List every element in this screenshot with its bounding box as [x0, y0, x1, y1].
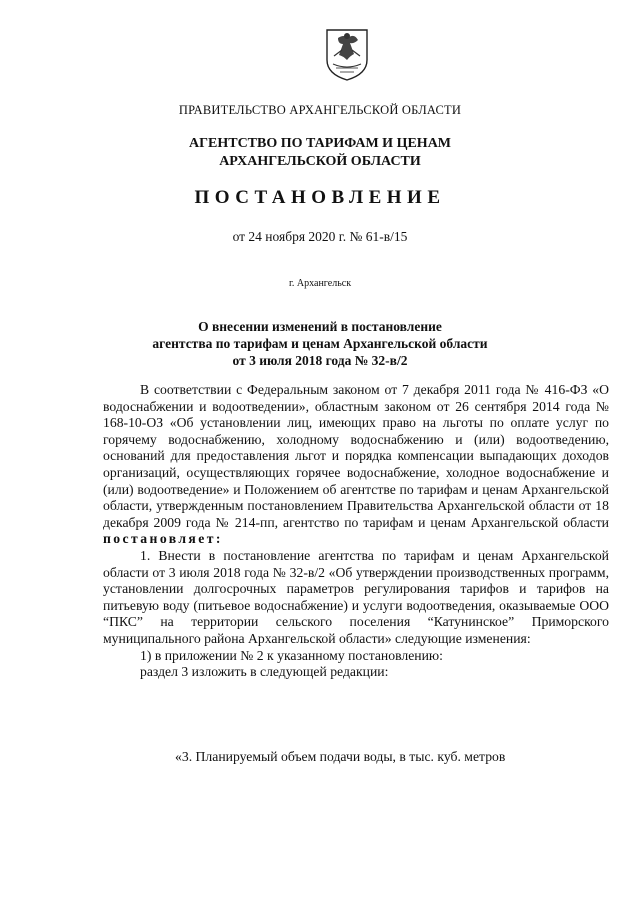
- subject-line1: О внесении изменений в постановление: [198, 319, 442, 334]
- subject-line2: агентства по тарифам и ценам Архангельской области: [152, 336, 488, 351]
- item-1-subitem-1: 1) в приложении № 2 к указанному постановлению:: [140, 647, 443, 663]
- agency-name-line2: АРХАНГЕЛЬСКОЙ ОБЛАСТИ: [219, 154, 421, 169]
- preamble-text: В соответствии с Федеральным законом от 7 декабря 2011 года № 416-ФЗ «О водоснабжении и водоотведении», областным законом от 26 сентября 2014 года № 168-10-ОЗ «Об установлении лиц, имеющих право на льготы по оплате услуг по горячему водоснабжению, холодному водоснабжению и (или) водоотведению, оснований для предоставления льгот и порядка компенсации выпадающих доходов организаций, осуществляющих горячее водоснабжение, холодное водоснабжение и (или) водоотведение» и Положением об агентстве по тарифам и ценам Архангельской области, утвержденным постановлением Правительства Архангельской области от 18 декабря 2009 года № 214-пп, агентство по тарифам и ценам Архангельской области: [103, 382, 609, 530]
- document-type-title: ПОСТАНОВЛЕНИЕ: [194, 187, 446, 208]
- preamble-paragraph: [103, 382, 609, 548]
- agency-name-line1: АГЕНТСТВО ПО ТАРИФАМ И ЦЕНАМ: [188, 136, 452, 151]
- section-3-title: «3. Планируемый объем подачи воды, в тыс. куб. метров: [175, 749, 506, 764]
- government-name: ПРАВИТЕЛЬСТВО АРХАНГЕЛЬСКОЙ ОБЛАСТИ: [178, 103, 462, 117]
- subject-line3: от 3 июля 2018 года № 32-в/2: [232, 353, 408, 368]
- coat-of-arms-emblem: [324, 26, 370, 82]
- document-body: [103, 382, 609, 681]
- item-1-paragraph: 1. Внести в постановление агентства по тарифам и ценам Архангельской области от 3 июля 2018 года № 32-в/2 «Об утверждении производственных программ, установлении долгосрочных параметров регулирования тарифов и тарифов на питьевую воду (питьевое водоснабжение) и услуги водоотведения, оказываемые ООО “ПКС” на территории сельского поселения “Катунинское” Приморского муниципального района Архангельской области» следующие изменения:: [103, 547, 609, 646]
- document-date-number: от 24 ноября 2020 г. № 61-в/15: [232, 229, 408, 244]
- item-1-subitem-instruction: раздел 3 изложить в следующей редакции:: [140, 664, 389, 680]
- decree-word: постановляет:: [103, 531, 223, 547]
- document-city: г. Архангельск: [288, 278, 352, 289]
- document-subject: [0, 318, 640, 369]
- agency-name: [0, 135, 640, 171]
